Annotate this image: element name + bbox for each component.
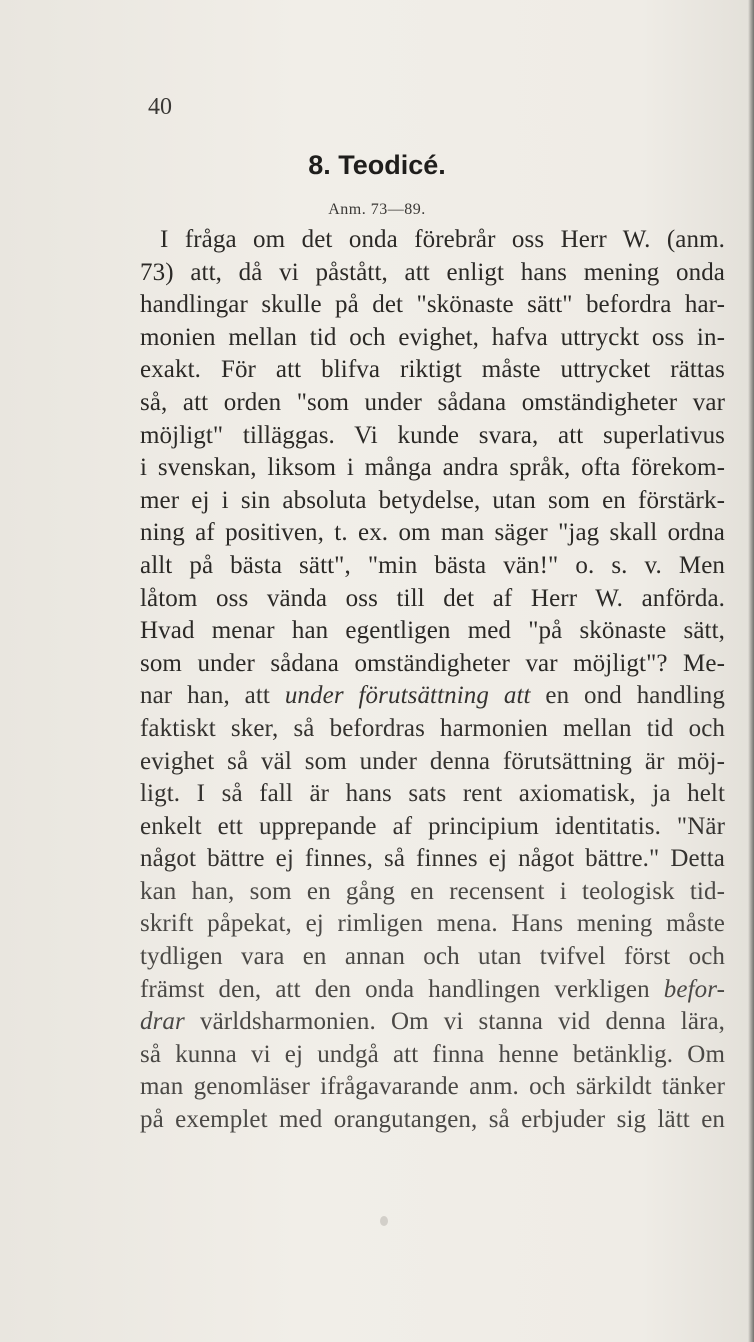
text-line: monien mellan tid och evighet, hafva uttryckt oss in- xyxy=(140,323,725,351)
text-line: främst den, att den onda handlingen verkligen befor- xyxy=(140,975,725,1003)
emphasized-text: under förutsättning att xyxy=(284,682,531,710)
text-line: i svenskan, liksom i många andra språk, ofta förekom- xyxy=(140,454,725,482)
text-line: så, att orden "som under sådana omständigheter var xyxy=(140,388,725,416)
body-paragraph xyxy=(140,224,725,1137)
text-line: så kunna vi ej undgå att finna henne betänklig. Om xyxy=(140,1040,725,1068)
text-line: ligt. I så fall är hans sats rent axiomatisk, ja helt xyxy=(140,780,725,808)
note-reference: Anm. 73—89. xyxy=(328,201,426,218)
text-line: låtom oss vända oss till det af Herr W. anförda. xyxy=(140,584,725,612)
paper-speck xyxy=(380,1216,388,1226)
text-line: ning af positiven, t. ex. om man säger "jag skall ordna xyxy=(140,519,725,547)
chapter-title-text: 8. Teodicé. xyxy=(308,150,446,180)
text-line: allt på bästa sätt", "min bästa vän!" o. s. v. Men xyxy=(140,551,725,579)
text-line: exakt. För att blifva riktigt måste uttrycket rättas xyxy=(140,356,725,384)
text-line: evighet så väl som under denna förutsättning är möj- xyxy=(140,747,725,775)
text-line: I fråga om det onda förebrår oss Herr W. (anm. xyxy=(160,226,725,253)
text-line: Hvad menar han egentligen med "på skönaste sätt, xyxy=(140,617,725,645)
text-line: tydligen vara en annan och utan tvifvel först och xyxy=(140,943,725,971)
emphasized-text: befor- xyxy=(663,975,725,1003)
page-number: 40 xyxy=(148,94,172,120)
text-line: handlingar skulle på det "skönaste sätt" befordra har- xyxy=(140,291,725,319)
text-line: drar världsharmonien. Om vi stanna vid denna lära, xyxy=(140,1008,725,1036)
text-line: nar han, att under förutsättning att en ond handling xyxy=(140,682,725,710)
chapter-title xyxy=(0,150,754,181)
text-line: på exemplet med orangutangen, så erbjuder sig lätt en xyxy=(140,1106,725,1134)
text-line: skrift påpekat, ej rimligen mena. Hans mening måste xyxy=(140,910,725,938)
text-line: 73) att, då vi påstått, att enligt hans mening onda xyxy=(140,258,725,286)
text-line: mer ej i sin absoluta betydelse, utan som en förstärk- xyxy=(140,486,725,514)
text-line: enkelt ett upprepande af principium identitatis. "När xyxy=(140,812,725,840)
text-line: faktiskt sker, så befordras harmonien mellan tid och xyxy=(140,714,725,742)
text-line: man genomläser ifrågavarande anm. och särkildt tänker xyxy=(140,1073,725,1101)
text-line: som under sådana omständigheter var möjligt"? Me- xyxy=(140,649,725,677)
emphasized-text: drar xyxy=(140,1008,185,1036)
text-line: något bättre ej finnes, så finnes ej något bättre." Detta xyxy=(140,845,725,873)
text-line: möjligt" tilläggas. Vi kunde svara, att superlativus xyxy=(140,421,725,449)
text-line: kan han, som en gång en recensent i teologisk tid- xyxy=(140,877,725,905)
